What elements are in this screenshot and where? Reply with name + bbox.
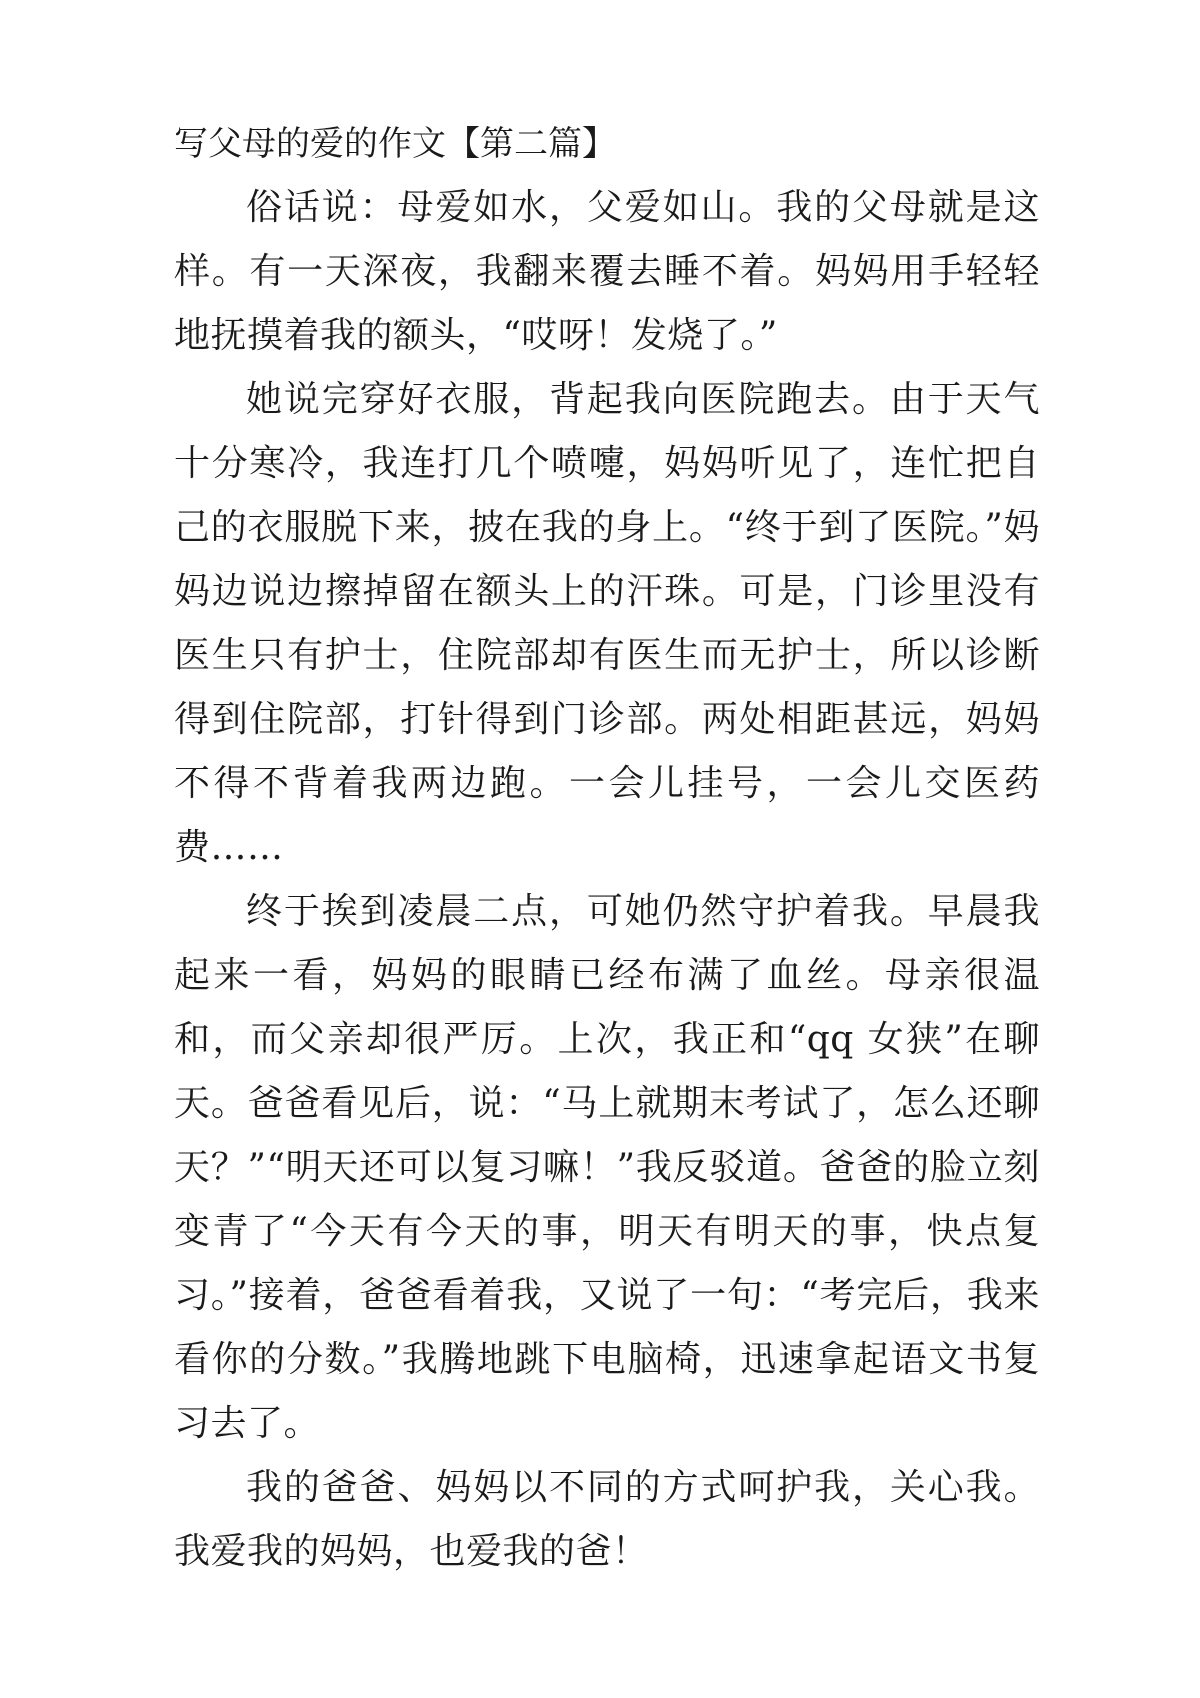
essay-body xyxy=(174,112,1040,1584)
paragraph-3: 终于挨到凌晨二点，可她仍然守护着我。早晨我起来一看，妈妈的眼睛已经布满了血丝。母亲很温和，而父亲却很严厉。上次，我正和“qq 女狭”在聊天。爸爸看见后，说：“马上就期末考试了，怎么还聊天？”“明天还可以复习嘛！”我反驳道。爸爸的脸立刻变青了“今天有今天的事，明天有明天的事，快点复习。”接着，爸爸看着我，又说了一句：“考完后，我来看你的分数。”我腾地跳下电脑椅，迅速拿起语文书复习去了。 xyxy=(174,891,1040,1444)
paragraph-4: 我的爸爸、妈妈以不同的方式呵护我，关心我。我爱我的妈妈，也爱我的爸！ xyxy=(174,1467,1040,1572)
essay-title: 写父母的爱的作文【第二篇】 xyxy=(174,124,616,164)
paragraph-2: 她说完穿好衣服，背起我向医院跑去。由于天气十分寒冷，我连打几个喷嚏，妈妈听见了，连忙把自己的衣服脱下来，披在我的身上。“终于到了医院。”妈妈边说边擦掉留在额头上的汗珠。可是，门诊里没有医生只有护士，住院部却有医生而无护士，所以诊断得到住院部，打针得到门诊部。两处相距甚远，妈妈不得不背着我两边跑。一会儿挂号，一会儿交医药费…… xyxy=(174,379,1040,868)
paragraph-1: 俗话说：母爱如水，父爱如山。我的父母就是这样。有一天深夜，我翻来覆去睡不着。妈妈用手轻轻地抚摸着我的额头，“哎呀！发烧了。” xyxy=(174,187,1040,356)
